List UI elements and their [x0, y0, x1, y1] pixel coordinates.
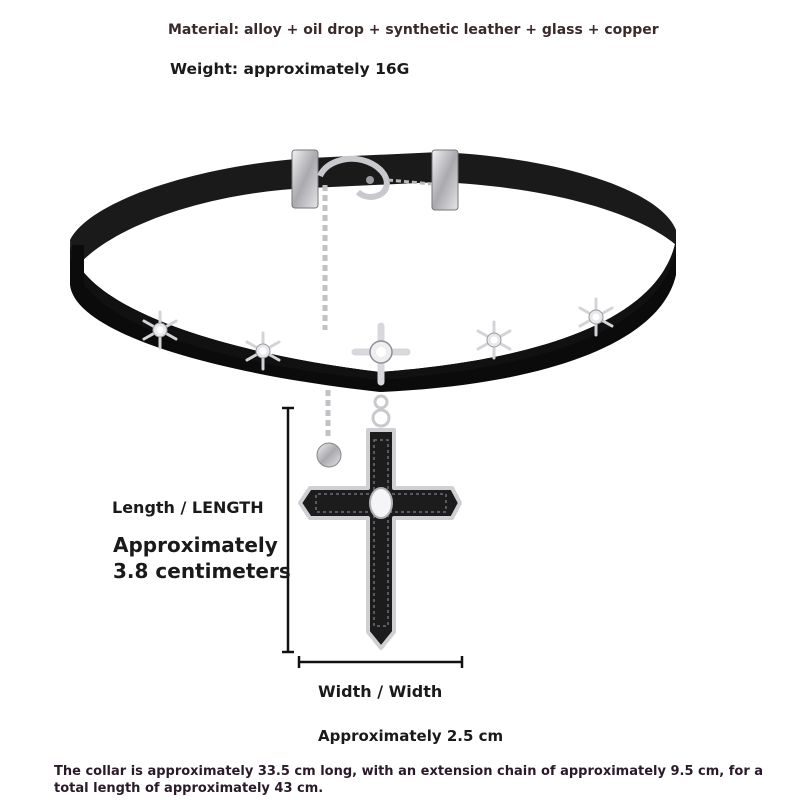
choker-band-back — [70, 152, 676, 270]
width-value: Approximately 2.5 cm — [318, 727, 504, 745]
chain-tag — [317, 443, 341, 467]
length-value — [113, 532, 291, 584]
material-text: Material: alloy + oil drop + synthetic leather + glass + copper — [168, 22, 659, 38]
length-label: Length / LENGTH — [112, 498, 264, 517]
snowflake-charm-icon — [478, 322, 510, 358]
end-cap-left — [292, 150, 318, 208]
end-cap-right — [432, 150, 458, 210]
width-dimension-line — [299, 656, 462, 668]
weight-text: Weight: approximately 16G — [170, 60, 410, 78]
length-dimension-line — [282, 408, 294, 652]
length-value-line1: Approximately — [113, 533, 278, 557]
width-label: Width / Width — [318, 682, 443, 701]
footer-note: The collar is approximately 33.5 cm long, with an extension chain of approximately 9.5 cm, for a total length of approximately 43 cm. — [54, 764, 764, 796]
length-value-line2: 3.8 centimeters — [113, 559, 291, 583]
